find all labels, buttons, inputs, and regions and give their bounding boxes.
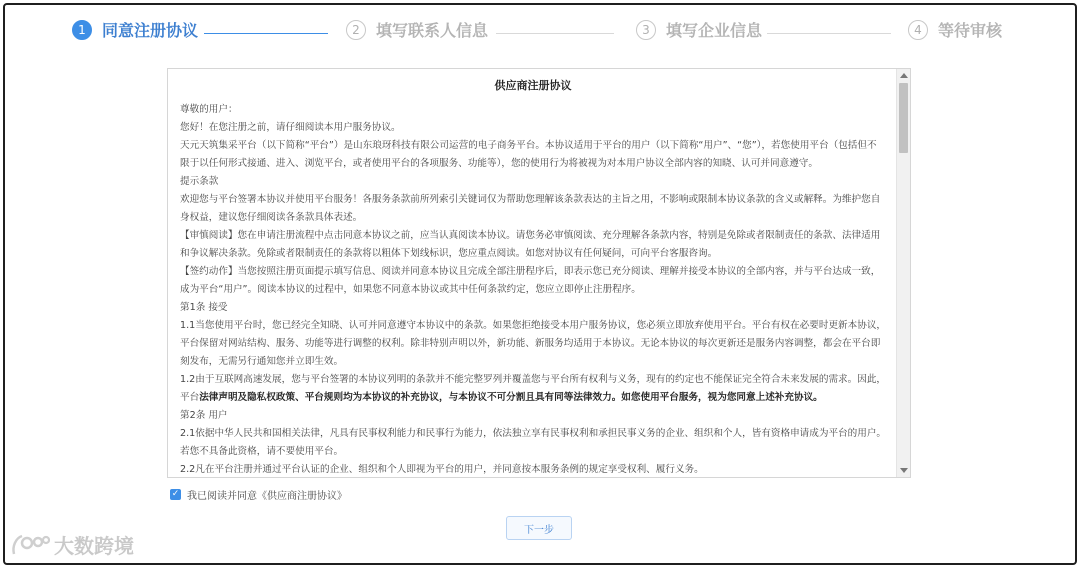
step-connector	[767, 33, 891, 34]
agreement-paragraph: 2.2凡在平台注册并通过平台认证的企业、组织和个人即视为平台的用户，并同意按本服务条例的规定享受权利、履行义务。	[180, 464, 704, 475]
scroll-up-icon[interactable]	[900, 73, 908, 78]
step-number: 3	[636, 20, 656, 40]
step-label: 同意注册协议	[102, 21, 199, 40]
agreement-box[interactable]	[167, 68, 911, 478]
watermark-logo-icon	[10, 532, 50, 558]
step-agree-protocol	[72, 18, 198, 41]
agree-label[interactable]: 我已阅读并同意《供应商注册协议》	[187, 491, 347, 502]
step-number: 2	[346, 20, 366, 40]
step-number: 4	[908, 20, 928, 40]
agreement-paragraph: 2.1依据中华人民共和国相关法律，凡具有民事权利能力和民事行为能力，依法独立享有民事权利和承担民事义务的企业、组织和个人，皆有资格申请成为平台的用户。若您不具备此资格，请不要使用平台。	[180, 428, 887, 457]
step-label: 等待审核	[938, 21, 1003, 40]
step-contact-info	[346, 18, 488, 41]
agreement-content	[168, 69, 896, 477]
agreement-scrollbar[interactable]	[896, 69, 910, 477]
step-company-info	[636, 18, 762, 41]
agree-checkbox-row[interactable]	[170, 487, 347, 502]
scrollbar-thumb[interactable]	[899, 83, 908, 153]
agreement-paragraph: 您好！在您注册之前，请仔细阅读本用户服务协议。	[180, 122, 401, 133]
step-connector	[496, 33, 614, 34]
watermark-text: 大数跨境	[54, 534, 134, 558]
paragraph-text: 1.2由于互联网高速发展，您与平台签署的本协议列明的条款并不能完整罗列并覆盖您与平台所有权利与义务，现有的约定也不能保证完全符合未来发展的需求。因此，平台	[180, 374, 887, 403]
agreement-paragraph: 第1条 接受	[180, 302, 228, 313]
agreement-paragraph: 欢迎您与平台签署本协议并使用平台服务！各服务条款前所列索引关键词仅为帮助您理解该条款表达的主旨之用，不影响或限制本协议条款的含义或解释。为维护您自身权益，建议您仔细阅读各条款具体表述。	[180, 194, 881, 223]
agreement-paragraph: 1.1当您使用平台时，您已经完全知晓、认可并同意遵守本协议中的条款。如果您拒绝接受本用户服务协议，您必须立即放弃使用平台。平台有权在必要时更新本协议，平台保留对网站结构、服务、功能等进行调整的权利。除非特别声明以外，新功能、新服务均适用于本协议。无论本协议的每次更新还是服务内容调整，都会在平台即刻发布，无需另行通知您并立即生效。	[180, 320, 887, 367]
registration-steps	[70, 18, 1010, 48]
step-number: 1	[72, 20, 92, 40]
scroll-down-icon[interactable]	[900, 468, 908, 473]
agreement-paragraph: 尊敬的用户：	[180, 104, 238, 115]
step-await-review	[908, 18, 1002, 41]
watermark	[10, 530, 134, 559]
agree-checkbox[interactable]	[170, 489, 181, 500]
step-label: 填写联系人信息	[376, 21, 489, 40]
paragraph-bold-text: 法律声明及隐私权政策、平台规则均为本协议的补充协议，与本协议不可分割且具有同等法律效力。如您使用平台服务，视为您同意上述补充协议。	[199, 392, 823, 403]
check-icon: ✓	[171, 489, 180, 499]
agreement-paragraph: 天元天筑集采平台（以下简称“平台”）是山东琅玡科技有限公司运营的电子商务平台。本协议适用于平台的用户（以下简称“用户”、“您”），若您使用平台（包括但不限于以任何形式接通、进入、浏览平台，或者使用平台的各项服务、功能等），您的使用行为将被视为对本用户协议全部内容的知晓、认可并同意遵守。	[180, 140, 877, 169]
agreement-paragraph: 提示条款	[180, 176, 219, 187]
agreement-paragraph	[180, 371, 886, 407]
agreement-paragraph: 【审慎阅读】您在申请注册流程中点击同意本协议之前，应当认真阅读本协议。请您务必审慎阅读、充分理解各条款内容，特别是免除或者限制责任的条款、法律适用和争议解决条款。免除或者限制责任的条款将以粗体下划线标识，您应重点阅读。如您对协议有任何疑问，可向平台客服咨询。	[180, 230, 881, 259]
step-label: 填写企业信息	[666, 21, 763, 40]
agreement-title: 供应商注册协议	[494, 79, 572, 92]
agreement-paragraph: 第2条 用户	[180, 410, 228, 421]
next-step-button[interactable]: 下一步	[506, 516, 572, 540]
step-connector	[204, 33, 328, 34]
agreement-paragraph: 【签约动作】当您按照注册页面提示填写信息、阅读并同意本协议且完成全部注册程序后，即表示您已充分阅读、理解并接受本协议的全部内容，并与平台达成一致，成为平台“用户”。阅读本协议的过程中，如果您不同意本协议或其中任何条款约定，您应立即停止注册程序。	[180, 266, 881, 295]
